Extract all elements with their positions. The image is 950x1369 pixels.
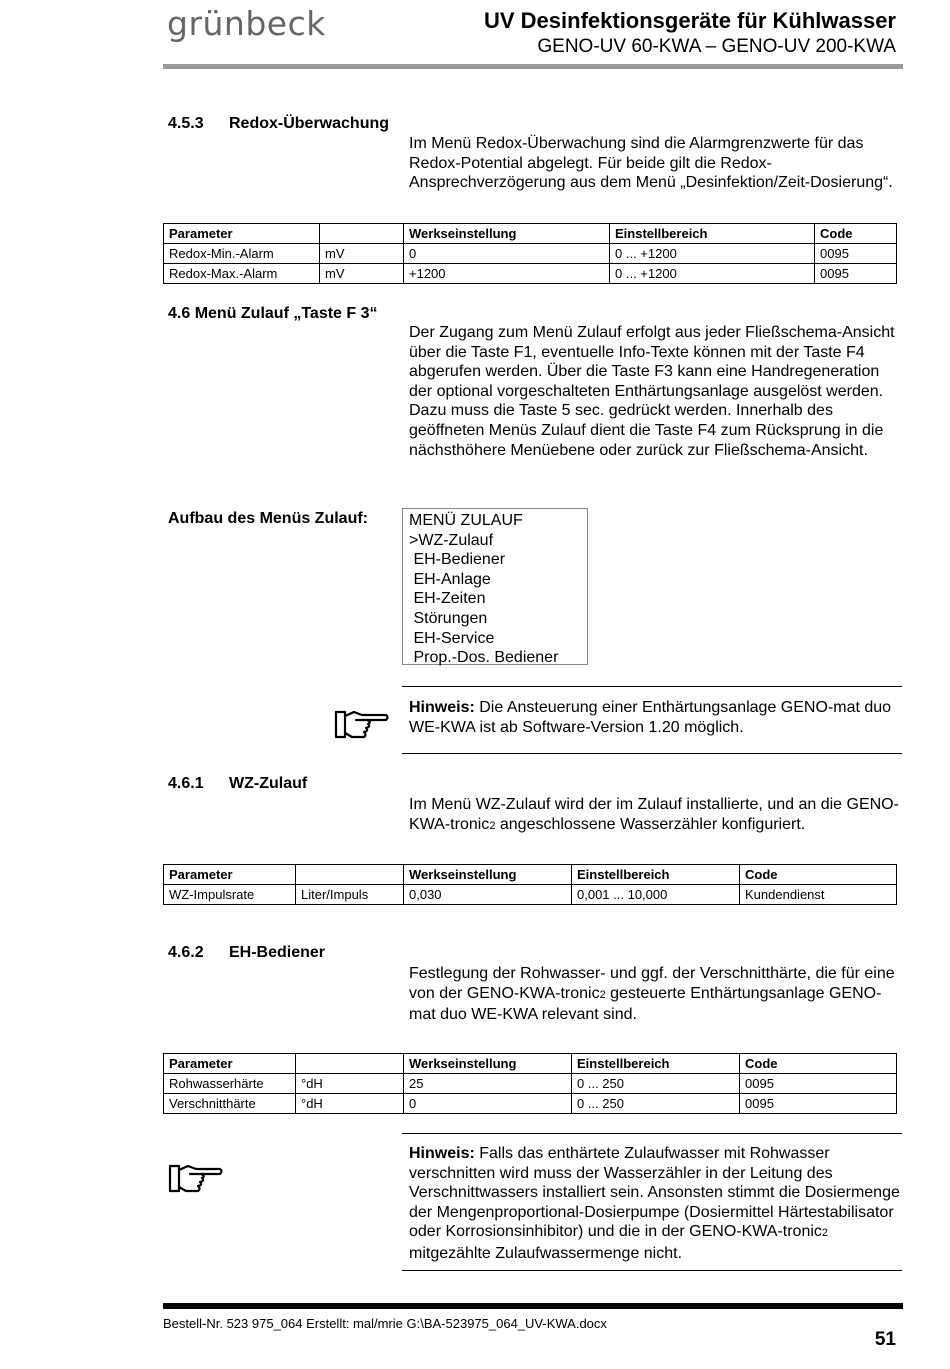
redox-table [163, 223, 897, 284]
table-cell: 0 ... +1200 [610, 264, 815, 284]
table-header-cell: Werkseinstellung [404, 1054, 572, 1074]
table-cell: 0,030 [404, 885, 572, 905]
table-header-cell [296, 1054, 404, 1074]
section-text-461 [409, 795, 901, 836]
section-title-453: Redox-Überwachung [229, 115, 390, 132]
document-title: UV Desinfektionsgeräte für Kühlwasser [483, 8, 896, 33]
table-cell: 0 [404, 1094, 572, 1114]
table-header-cell: Code [815, 224, 897, 244]
table-header-row [164, 865, 897, 885]
table-cell: mV [320, 264, 404, 284]
table-cell: Kundendienst [740, 885, 897, 905]
table-cell: 0 ... 250 [572, 1074, 740, 1094]
note-bottom-rule [402, 753, 902, 754]
table-cell: Redox-Max.-Alarm [164, 264, 320, 284]
table-cell: Redox-Min.-Alarm [164, 244, 320, 264]
table-cell: mV [320, 244, 404, 264]
section-text-453: Im Menü Redox-Überwachung sind die Alarmgrenzwerte für das Redox-Potential abgelegt. Für beide gilt die Redox-Ansprechverzögerung aus dem Menü „Desinfektion/Zeit-Dosierung“. [409, 135, 893, 192]
menu-line: >WZ-Zulauf [409, 531, 494, 549]
section-text-462 [409, 964, 901, 1025]
menu-zulauf-box [402, 508, 588, 665]
menu-line: Störungen [409, 609, 488, 627]
table-cell: 0 ... 250 [572, 1094, 740, 1114]
menu-line: Prop.-Dos. Bediener [409, 649, 559, 667]
table-row [164, 264, 897, 284]
menu-line: EH-Bediener [409, 551, 506, 569]
header-rule [163, 64, 903, 69]
eh-table [163, 1053, 897, 1114]
note-top-rule [402, 686, 902, 687]
note-body: Falls das enthärtete Zulaufwasser mit Rohwasser verschnitten wird muss der Wasserzähler in der Leitung des Verschnittwassers installiert sein. Ansonsten stimmt die Dosiermenge der Mengenproportional-Dosierpumpe (Dosiermittel Härtestabilisator oder Korrosionsinhibitor) und die in der GENO-KWA-tronic [409, 1145, 900, 1241]
table-row [164, 1094, 897, 1114]
table-header-cell: Code [740, 865, 897, 885]
section-text-46: Der Zugang zum Menü Zulauf erfolgt aus jeder Fließschema-Ansicht über die Taste F1, eventuelle Info-Texte können mit der Taste F4 abgerufen werden. Über die Taste F3 kann eine Handregeneration der optional vorgeschalteten Enthärtungsanlage ausgelöst werden. Dazu muss die Taste 5 sec. gedrückt werden. Innerhalb des geöffneten Menüs Zulauf dient die Taste F4 zum Rücksprung in die nächsthöhere Menüebene oder zurück zur Fließschema-Ansicht. [409, 324, 895, 459]
table-header-cell: Einstellbereich [572, 865, 740, 885]
table-header-cell [296, 865, 404, 885]
note-label: Hinweis: [409, 699, 475, 716]
table-cell: 0095 [815, 264, 897, 284]
menu-line: EH-Zeiten [409, 590, 486, 608]
menu-line: EH-Service [409, 629, 495, 647]
table-row [164, 885, 897, 905]
table-cell: 25 [404, 1074, 572, 1094]
table-cell: Liter/Impuls [296, 885, 404, 905]
menu-line: EH-Anlage [409, 570, 491, 588]
table-cell: Verschnitthärte [164, 1094, 296, 1114]
table-header-cell: Einstellbereich [610, 224, 815, 244]
text-part: Im Menü WZ-Zulauf wird der im Zulauf installierte, und an die GENO-KWA-tronic [409, 796, 899, 833]
note-text-2 [409, 1144, 901, 1264]
table-cell: 0095 [815, 244, 897, 264]
table-header-cell [320, 224, 404, 244]
page-number: 51 [874, 1329, 896, 1350]
brand-logo: grünbeck [167, 4, 326, 43]
table-header-row [164, 224, 897, 244]
table-cell: °dH [296, 1074, 404, 1094]
section-title-46: 4.6 Menü Zulauf „Taste F 3“ [168, 305, 378, 322]
table-header-cell: Code [740, 1054, 897, 1074]
table-cell: 0095 [740, 1074, 897, 1094]
note-label: Hinweis: [409, 1145, 475, 1162]
table-row [164, 1074, 897, 1094]
table-header-cell: Parameter [164, 224, 320, 244]
footer-rule [163, 1303, 903, 1309]
table-cell: +1200 [404, 264, 610, 284]
menu-line: MENÜ ZULAUF [409, 512, 523, 529]
section-number-461: 4.6.1 [168, 775, 204, 792]
table-cell: 0 [404, 244, 610, 264]
note-body: Die Ansteuerung einer Enthärtungsanlage GENO-mat duo WE-KWA ist ab Software-Version 1.20 möglich. [409, 699, 892, 736]
footer-info: Bestell-Nr. 523 975_064 Erstellt: mal/mrie G:\BA-523975_064_UV-KWA.docx [163, 1316, 607, 1331]
table-header-cell: Einstellbereich [572, 1054, 740, 1074]
pointing-hand-icon [168, 1160, 224, 1196]
section-number-453: 4.5.3 [168, 115, 204, 132]
table-header-cell: Werkseinstellung [404, 224, 610, 244]
document-subtitle: GENO-UV 60-KWA – GENO-UV 200-KWA [537, 36, 896, 57]
text-part: gesteuerte Enthärtungsanlage GENO-mat duo WE-KWA relevant sind. [409, 984, 882, 1024]
table-cell: 0 ... +1200 [610, 244, 815, 264]
wz-table [163, 864, 897, 905]
note-bottom-rule [402, 1270, 902, 1271]
table-cell: WZ-Impulsrate [164, 885, 296, 905]
table-header-cell: Parameter [164, 865, 296, 885]
text-part: angeschlossene Wasserzähler konfiguriert. [495, 815, 806, 833]
text-part: Festlegung der Rohwasser- und ggf. der Verschnitthärte, die für eine von der GENO-KWA-tronic [409, 965, 895, 1002]
note-top-rule [402, 1133, 902, 1134]
table-row [164, 244, 897, 264]
subscript: 2 [599, 988, 606, 1001]
table-header-cell: Werkseinstellung [404, 865, 572, 885]
section-title-462: EH-Bediener [229, 944, 326, 961]
note-body: mitgezählte Zulaufwassermenge nicht. [409, 1244, 683, 1262]
menu-structure-label: Aufbau des Menüs Zulauf: [168, 510, 368, 527]
table-cell: 0095 [740, 1094, 897, 1114]
section-title-461: WZ-Zulauf [229, 775, 308, 792]
subscript: 2 [821, 1227, 829, 1240]
table-header-cell: Parameter [164, 1054, 296, 1074]
table-cell: Rohwasserhärte [164, 1074, 296, 1094]
table-cell: °dH [296, 1094, 404, 1114]
pointing-hand-icon [334, 706, 390, 742]
table-header-row [164, 1054, 897, 1074]
subscript: 2 [489, 819, 496, 832]
section-number-462: 4.6.2 [168, 944, 204, 961]
note-text-1 [409, 698, 901, 737]
table-cell: 0,001 ... 10,000 [572, 885, 740, 905]
